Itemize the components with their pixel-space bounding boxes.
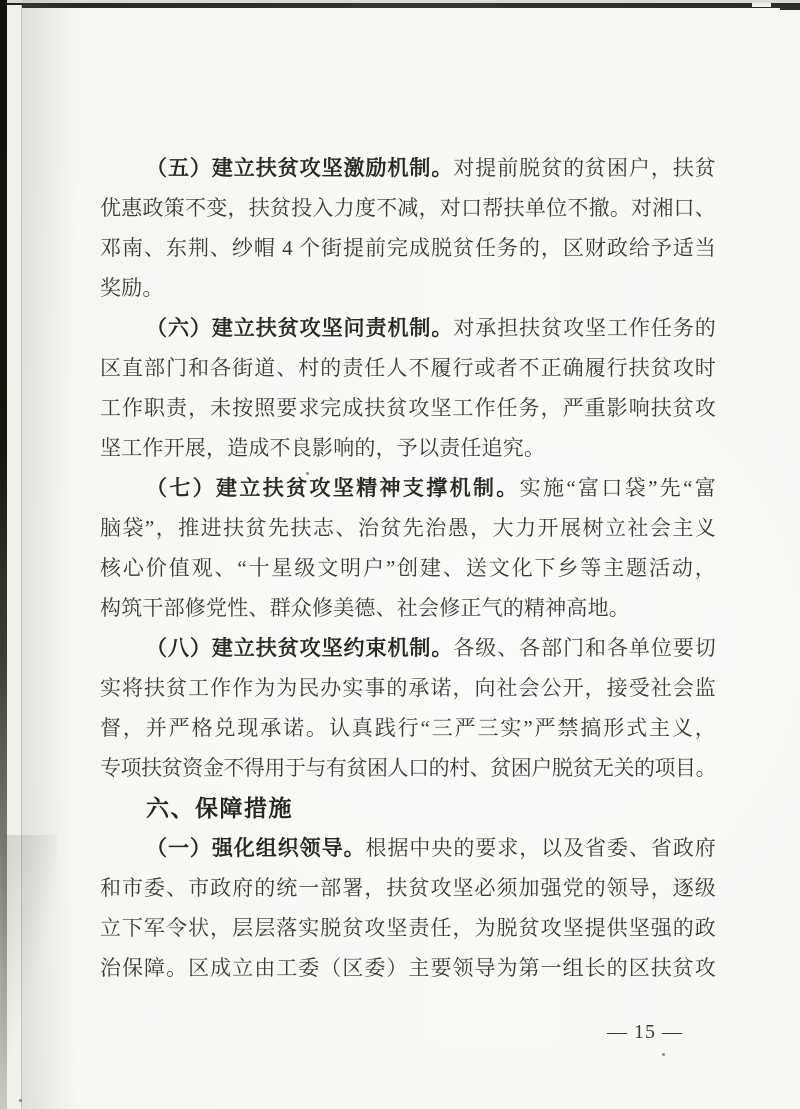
paragraph-text: 督，并严格兑现承诺。认真践行“三严三实”严禁搞形式主义， (100, 716, 716, 740)
paragraph-text: 根据中央的要求，以及省委、省政府 (365, 836, 716, 860)
paragraph-text: 六、保障措施 (146, 795, 293, 821)
paragraph-text: 实施“富口袋”先“富 (519, 476, 716, 500)
paragraph-line (100, 348, 716, 388)
paragraph-line (100, 268, 716, 308)
paragraph-lead: （八）建立扶贫攻坚约束机制。 (146, 636, 454, 660)
paragraph-line (100, 308, 716, 348)
paragraph-line (100, 508, 716, 548)
paragraph-line (100, 548, 716, 588)
paragraph-text: 核心价值观、“十星级文明户”创建、送文化下乡等主题活动， (100, 556, 716, 580)
paragraph-text: 构筑干部修党性、群众修美德、社会修正气的精神高地。 (100, 596, 630, 620)
paragraph-line (100, 228, 716, 268)
paragraph-lead: （六）建立扶贫攻坚问责机制。 (146, 316, 454, 340)
scan-speck (662, 1053, 665, 1056)
section-heading (100, 788, 716, 828)
page-number: — 15 — (607, 1021, 683, 1043)
paragraph-text: 脑袋”，推进扶贫先扶志、治贫先治愚，大力开展树立社会主义 (100, 516, 716, 540)
paragraph-text: 治保障。区成立由工委（区委）主要领导为第一组长的区扶贫攻 (100, 956, 716, 980)
paragraph-line (100, 148, 716, 188)
paragraph-text: 各级、各部门和各单位要切 (453, 636, 716, 660)
paragraph-text: 工作职责，未按照要求完成扶贫攻坚工作任务，严重影响扶贫攻 (100, 396, 716, 420)
paragraph-text: 实将扶贫工作作为为民办实事的承诺，向社会公开，接受社会监 (100, 676, 716, 700)
paragraph-line (100, 388, 716, 428)
paragraph-text: 坚工作开展，造成不良影响的，予以责任追究。 (100, 436, 546, 460)
paragraph-line (100, 628, 716, 668)
scan-corner-mark (780, 3, 800, 10)
document-body (100, 148, 716, 988)
paragraph-text: 专项扶贫资金不得用于与有贫困人口的村、贫困户脱贫无关的项目。 (100, 756, 716, 780)
scan-speck (19, 1099, 22, 1102)
paragraph-text: 立下军令状，层层落实脱贫攻坚责任，为脱贫攻坚提供坚强的政 (100, 916, 716, 940)
paragraph-text: 对承担扶贫攻坚工作任务的 (453, 316, 716, 340)
paragraph-line (100, 188, 716, 228)
paragraph-line (100, 428, 716, 468)
paragraph-lead: （七）建立扶贫攻坚精神支撑机制。 (146, 476, 520, 500)
paper-crease (2, 835, 57, 1105)
paragraph-line (100, 908, 716, 948)
paragraph-text: 区直部门和各街道、村的责任人不履行或者不正确履行扶贫攻时 (100, 356, 716, 380)
paragraph-text: 和市委、市政府的统一部署，扶贫攻坚必须加强党的领导，逐级 (100, 876, 716, 900)
paragraph-line (100, 468, 716, 508)
paragraph-line (100, 828, 716, 868)
paragraph-lead: （五）建立扶贫攻坚激励机制。 (146, 156, 454, 180)
paragraph-text: 优惠政策不变，扶贫投入力度不减，对口帮扶单位不撤。对湘口、 (100, 196, 716, 220)
paragraph-text: 邓南、东荆、纱帽 4 个街提前完成脱贫任务的，区财政给予适当 (100, 236, 716, 260)
paragraph-line (100, 948, 716, 988)
paragraph-line (100, 748, 716, 788)
paragraph-line (100, 868, 716, 908)
paragraph-line (100, 588, 716, 628)
paragraph-line (100, 668, 716, 708)
paragraph-line (100, 708, 716, 748)
paragraph-lead: （一）强化组织领导。 (146, 836, 366, 860)
paragraph-text: 奖励。 (100, 276, 164, 300)
scan-border-gap (752, 3, 771, 7)
scan-border-line (7, 3, 800, 8)
paragraph-text: 对提前脱贫的贫困户，扶贫 (453, 156, 716, 180)
